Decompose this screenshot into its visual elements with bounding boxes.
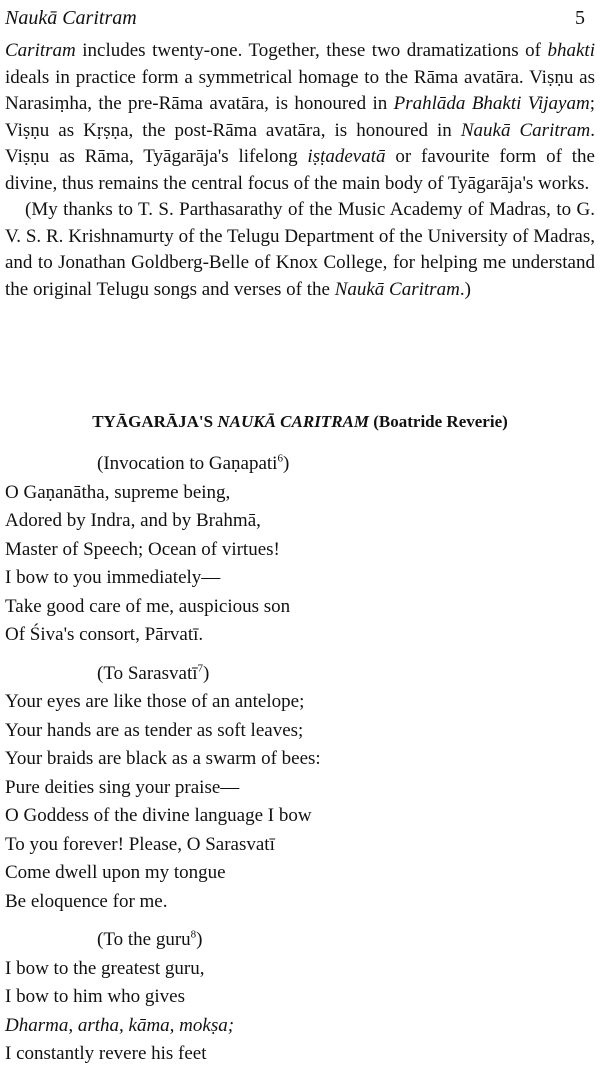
text-run: (My thanks to T. S. Parthasarathy of the Music Academy of Madras, to G. V. S. R. Krishnamurty of the Telugu Department of the University of Madras, and to Jonathan Goldberg-Belle of Knox College, for helping me understand the original Telugu songs and verses of the [5, 199, 595, 300]
poem-line: Come dwell upon my tongue [5, 862, 226, 883]
poem-line: Dharma, artha, kāma, mokṣa; [5, 1014, 235, 1036]
poem-line: O Goddess of the divine language I bow [5, 805, 312, 826]
italic-term: Caritram [5, 40, 76, 61]
stanza-title [97, 926, 600, 955]
text-run: . Viṣṇu as Rāma, Tyāgarāja's lifelong [5, 119, 595, 167]
heading-subtitle: (Boatride Reverie) [369, 412, 508, 431]
stanza-title-close: ) [196, 929, 203, 950]
text-run: .) [459, 278, 471, 300]
body-prose [5, 38, 595, 303]
poem-heading [0, 410, 600, 434]
poem-line: I bow to you immediately— [5, 567, 221, 588]
italic-term: Naukā Caritram [334, 278, 460, 300]
stanza-gap [0, 650, 600, 660]
text-run: or favourite form of the divine, thus remains the central focus of the main body of Tyāgarāja's works. [5, 146, 595, 194]
stanza-title-text: (Invocation to Gaṇapati [97, 453, 278, 474]
poem-line: Take good care of me, auspicious son [5, 595, 291, 617]
poem-line: O Gaṇanātha, supreme being, [5, 481, 231, 503]
stanza-title-text: (To the guru [97, 929, 191, 950]
poem-line: Be eloquence for me. [5, 890, 168, 912]
poem-body [0, 450, 600, 1069]
text-run: includes twenty-one. Together, these two dramatizations of [75, 40, 548, 61]
page-number: 5 [575, 7, 585, 29]
stanza-title [97, 450, 600, 479]
stanza-gap [0, 916, 600, 926]
text-run: ideals in practice form a symmetrical homage to the Rāma avatāra. Viṣṇu as Narasiṃha, the pre-Rāma avatāra, is honoured in [5, 66, 595, 114]
poem-line: Your hands are as tender as soft leaves; [5, 719, 304, 741]
stanza-title-close: ) [203, 662, 210, 684]
heading-title: NAUKĀ CARITRAM [217, 412, 369, 431]
footnote-marker: 8 [190, 928, 197, 941]
paragraph-continuation [5, 38, 595, 197]
italic-term: Prahlāda Bhakti Vijayam [393, 93, 590, 114]
running-head [5, 4, 585, 32]
text-run: ; Viṣṇu as Kṛṣṇa, the post-Rāma avatāra, is honoured in [5, 93, 595, 141]
poem-line: I constantly revere his feet [5, 1043, 207, 1064]
poem-line: Of Śiva's consort, Pārvatī. [5, 624, 204, 645]
footnote-marker: 6 [277, 452, 283, 465]
heading-prefix: TYĀGARĀJA'S [92, 412, 218, 431]
poem-line: I bow to him who gives [5, 986, 185, 1007]
paragraph-acknowledgements [5, 197, 595, 303]
italic-term: bhakti [547, 40, 595, 61]
poem-line: I bow to the greatest guru, [5, 957, 205, 979]
poem-line: Your braids are black as a swarm of bees: [5, 748, 321, 769]
italic-term: iṣṭadevatā [307, 146, 386, 167]
stanza-title-text: (To Sarasvatī [97, 662, 198, 684]
poem-line: Your eyes are like those of an antelope; [5, 691, 305, 712]
poem-line: Master of Speech; Ocean of virtues! [5, 538, 280, 560]
stanza-title [97, 660, 600, 689]
italic-term: Naukā Caritram [460, 119, 591, 141]
running-head-title: Naukā Caritram [5, 7, 137, 29]
poem-line: Pure deities sing your praise— [5, 776, 240, 798]
poem-line: To you forever! Please, O Sarasvatī [5, 833, 275, 855]
poem-line: Adored by Indra, and by Brahmā, [5, 510, 261, 531]
footnote-marker: 7 [197, 662, 204, 675]
stanza-title-close: ) [282, 453, 290, 474]
